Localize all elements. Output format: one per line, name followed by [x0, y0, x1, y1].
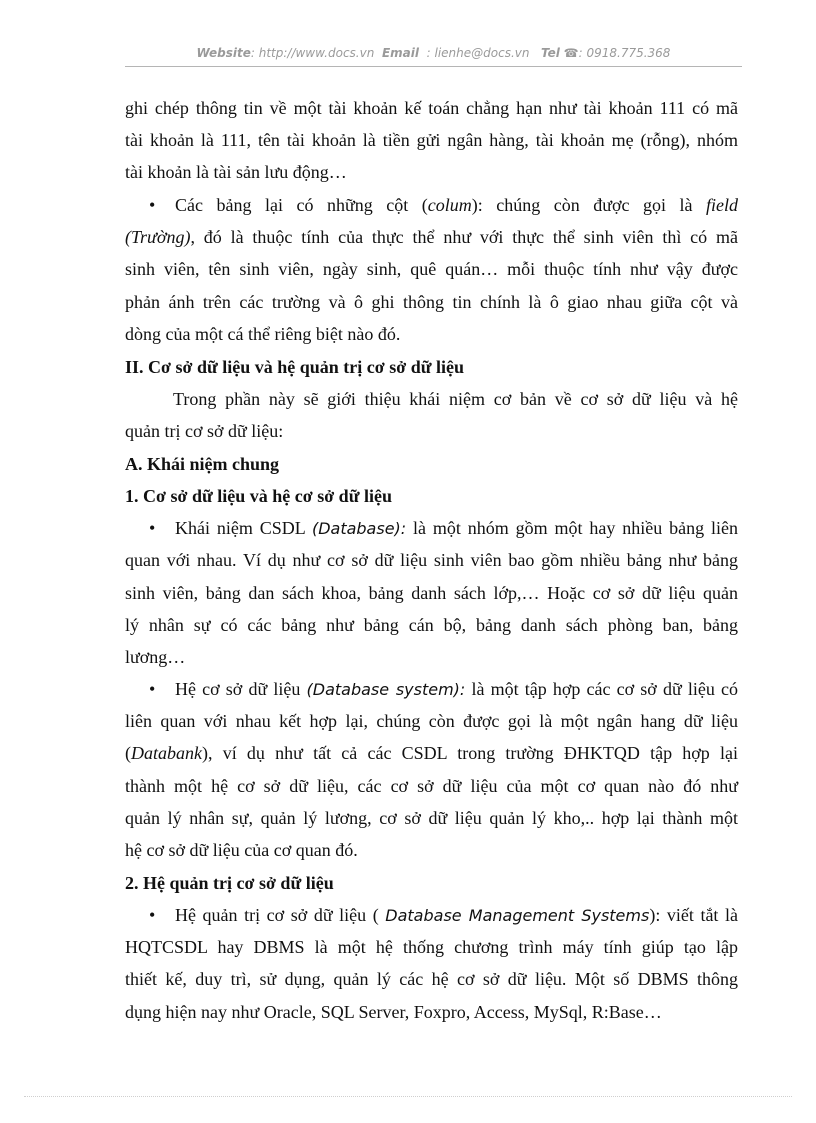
tel-label: Tel — [540, 46, 560, 60]
paragraph-line: dòng của một cá thể riêng biệt nào đó. — [125, 324, 401, 344]
bullet-icon: • — [149, 195, 156, 215]
paragraph-line: sinh viên, tên sinh viên, ngày sinh, quê quán… mỗi thuộc tính như vậy được — [125, 259, 738, 279]
tel-value: : 0918.775.368 — [578, 46, 671, 60]
email-value: : lienhe@docs.vn — [426, 46, 530, 60]
paragraph-line: Trong phần này sẽ giới thiệu khái niệm cơ bản về cơ sở dữ liệu và hệ — [173, 389, 738, 409]
subsection-heading: 1. Cơ sở dữ liệu và hệ cơ sở dữ liệu — [125, 486, 392, 506]
paragraph-line: liên quan với nhau kết hợp lại, chúng còn được gọi là một ngân hang dữ liệu — [125, 711, 738, 731]
paragraph-line: lý nhân sự có các bảng như bảng cán bộ, bảng danh sách phòng ban, bảng — [125, 615, 738, 635]
phone-icon: ☎ — [563, 46, 579, 60]
paragraph-line: quản trị cơ sở dữ liệu: — [125, 421, 284, 441]
paragraph-line: dụng hiện nay như Oracle, SQL Server, Foxpro, Access, MySql, R:Base… — [125, 1002, 662, 1022]
paragraph-line: thiết kế, duy trì, sử dụng, quản lý các hệ cơ sở dữ liệu. Một số DBMS thông — [125, 969, 738, 989]
paragraph-line: tài khoản là 111, tên tài khoản là tiền gửi ngân hàng, tài khoản mẹ (rỗng), nhóm — [125, 130, 738, 150]
paragraph-line: phản ánh trên các trường và ô ghi thông tin chính là ô giao nhau giữa cột và — [125, 292, 738, 312]
paragraph-line: lương… — [125, 647, 186, 667]
bullet-item: • Hệ quản trị cơ sở dữ liệu ( Database Management Systems): viết tắt là — [149, 905, 738, 925]
page-header — [125, 46, 742, 60]
header-divider — [125, 66, 742, 67]
section-heading: II. Cơ sở dữ liệu và hệ quản trị cơ sở dữ liệu — [125, 357, 465, 377]
subsection-heading: A. Khái niệm chung — [125, 454, 280, 474]
paragraph-line: thành một hệ cơ sở dữ liệu, các cơ sở dữ liệu của một cơ quan nào đó như — [125, 776, 738, 796]
page-bottom-divider — [24, 1096, 792, 1097]
paragraph-line: ghi chép thông tin về một tài khoản kế toán chẳng hạn như tài khoản 111 có mã — [125, 98, 738, 118]
paragraph-line: (Databank), ví dụ như tất cả các CSDL trong trường ĐHKTQD tập hợp lại — [125, 743, 738, 763]
paragraph-line: (Trường), đó là thuộc tính của thực thể như với thực thể sinh viên thì có mã — [125, 227, 738, 247]
subsection-heading: 2. Hệ quản trị cơ sở dữ liệu — [125, 873, 334, 893]
paragraph-line: hệ cơ sở dữ liệu của cơ quan đó. — [125, 840, 358, 860]
email-label: Email — [381, 46, 419, 60]
paragraph-line: HQTCSDL hay DBMS là một hệ thống chương trình máy tính giúp tạo lập — [125, 937, 738, 957]
paragraph-line: tài khoản là tài sản lưu động… — [125, 162, 347, 182]
bullet-icon: • — [149, 679, 156, 699]
bullet-icon: • — [149, 518, 156, 538]
paragraph-line: sinh viên, bảng dan sách khoa, bảng danh sách lớp,… Hoặc cơ sở dữ liệu quản — [125, 583, 738, 603]
website-value: : http://www.docs.vn — [250, 46, 375, 60]
website-label: Website — [196, 46, 251, 60]
bullet-item: • Khái niệm CSDL (Database): là một nhóm gồm một hay nhiều bảng liên — [149, 518, 738, 538]
bullet-icon: • — [149, 905, 156, 925]
paragraph-line: quan với nhau. Ví dụ như cơ sở dữ liệu sinh viên bao gồm nhiều bảng như bảng — [125, 550, 738, 570]
paragraph-line: quản lý nhân sự, quản lý lương, cơ sở dữ liệu quản lý kho,.. hợp lại thành một — [125, 808, 738, 828]
bullet-item: • Hệ cơ sở dữ liệu (Database system): là một tập hợp các cơ sở dữ liệu có — [149, 679, 738, 699]
bullet-item: • Các bảng lại có những cột (colum): chúng còn được gọi là field — [149, 195, 738, 215]
